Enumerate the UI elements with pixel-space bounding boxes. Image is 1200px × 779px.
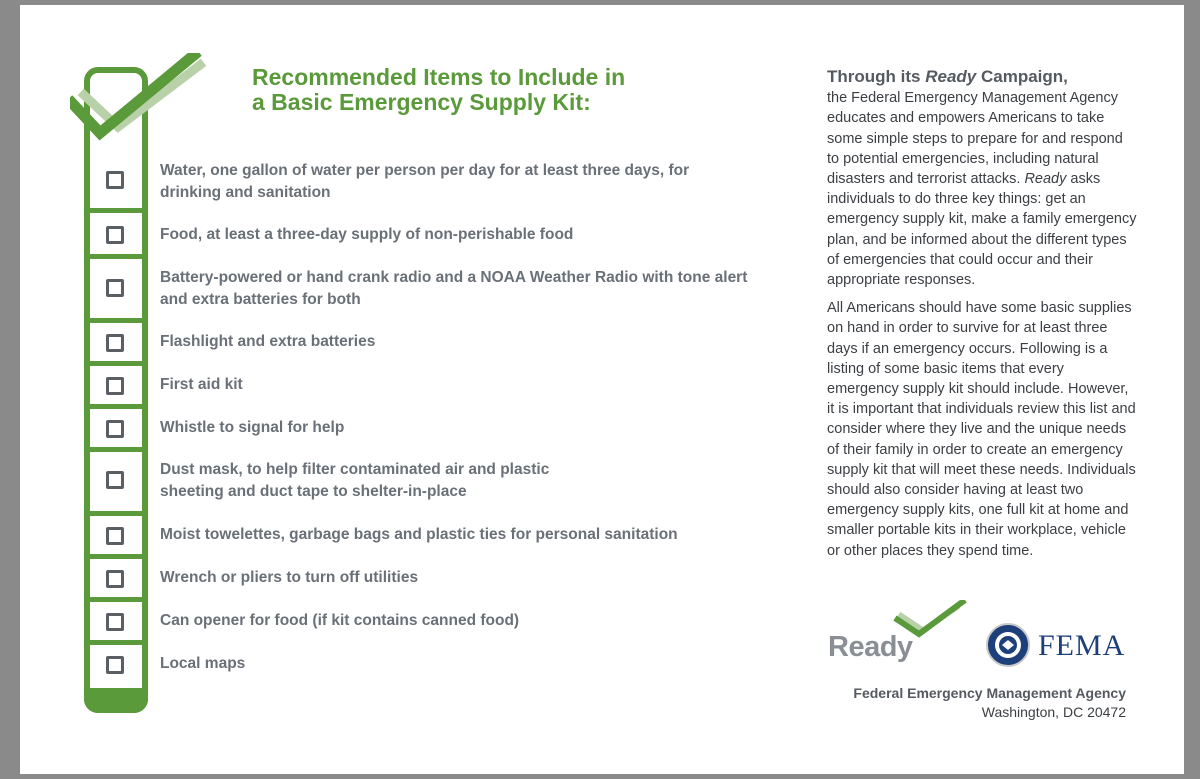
heading-post: Campaign, — [976, 67, 1068, 86]
checklist-item-dust-mask: Dust mask, to help filter contaminated air and plastic sheeting and duct tape to shelter-in-place — [160, 461, 550, 500]
checklist-item-radio: Battery-powered or hand crank radio and a NOAA Weather Radio with tone alert and extra batteries for both — [160, 269, 748, 308]
row-separator — [90, 318, 142, 323]
row-separator — [90, 361, 142, 366]
row-separator — [90, 447, 142, 452]
para1-part-b: asks individuals to do three key things: get an emergency supply kit, make a family emergency plan, and be informed about the different types of emergencies that could occur and their appropriate responses. — [827, 171, 1137, 289]
checklist-item-local-maps: Local maps — [160, 655, 246, 672]
checkbox-icon[interactable] — [106, 471, 124, 489]
checkbox-icon[interactable] — [106, 171, 124, 189]
checkbox-icon[interactable] — [106, 279, 124, 297]
page — [20, 5, 1184, 774]
checkbox-icon[interactable] — [106, 656, 124, 674]
fema-logo: FEMA — [1038, 629, 1126, 662]
ready-heading — [827, 67, 1068, 86]
checkbox-icon[interactable] — [106, 420, 124, 438]
ready-campaign-text — [827, 67, 1137, 569]
checklist-item-whistle: Whistle to signal for help — [160, 419, 345, 436]
checklist-item-wrench: Wrench or pliers to turn off utilities — [160, 569, 419, 586]
ready-paragraph-1 — [827, 67, 1137, 290]
row-separator — [90, 554, 142, 559]
checkbox-icon[interactable] — [106, 377, 124, 395]
title-line-1: Recommended Items to Include in — [252, 64, 626, 90]
checkmark-icon — [70, 53, 210, 143]
heading-italic: Ready — [925, 67, 977, 86]
row-separator — [90, 640, 142, 645]
agency-name: Federal Emergency Management Agency — [853, 685, 1126, 701]
checklist-item-flashlight: Flashlight and extra batteries — [160, 333, 376, 350]
dhs-seal-icon — [986, 623, 1030, 667]
row-separator — [90, 597, 142, 602]
checklist-item-first-aid: First aid kit — [160, 376, 243, 393]
checklist-item-food: Food, at least a three-day supply of non-perishable food — [160, 226, 574, 243]
heading-pre: Through its — [827, 67, 926, 86]
para1-italic: Ready — [1024, 171, 1067, 188]
row-separator — [90, 208, 142, 213]
ready-logo: Ready — [828, 631, 913, 663]
agency-address: Washington, DC 20472 — [981, 704, 1126, 720]
checkbox-icon[interactable] — [106, 613, 124, 631]
checklist-rail-bottom — [84, 688, 148, 713]
checkbox-icon[interactable] — [106, 527, 124, 545]
checkbox-icon[interactable] — [106, 334, 124, 352]
page-title — [252, 65, 772, 115]
checkbox-icon[interactable] — [106, 226, 124, 244]
title-line-2: a Basic Emergency Supply Kit: — [252, 89, 591, 115]
row-separator — [90, 511, 142, 516]
row-separator — [90, 254, 142, 259]
checklist-item-towelettes: Moist towelettes, garbage bags and plastic ties for personal sanitation — [160, 526, 678, 543]
para1-part-a: the Federal Emergency Management Agency educates and empowers Americans to take some simple steps to prepare for and respond to potential emergencies, including natural disasters and terrorist attacks. — [827, 90, 1123, 188]
checkbox-icon[interactable] — [106, 570, 124, 588]
checklist-item-water: Water, one gallon of water per person per day for at least three days, for drinking and sanitation — [160, 162, 690, 201]
checklist-item-can-opener: Can opener for food (if kit contains canned food) — [160, 612, 520, 629]
ready-paragraph-2: All Americans should have some basic supplies on hand in order to survive for at least three days if an emergency occurs. Following is a listing of some basic items that every emergency supply kit should include. However, it is important that individuals review this list and consider where they live and the unique needs of their family in order to create an emergency supply kit that will meet these needs. Individuals should also consider having at least two emergency supply kits, one full kit at home and smaller portable kits in their workplace, vehicle or other places they spend time. — [827, 300, 1136, 559]
row-separator — [90, 404, 142, 409]
